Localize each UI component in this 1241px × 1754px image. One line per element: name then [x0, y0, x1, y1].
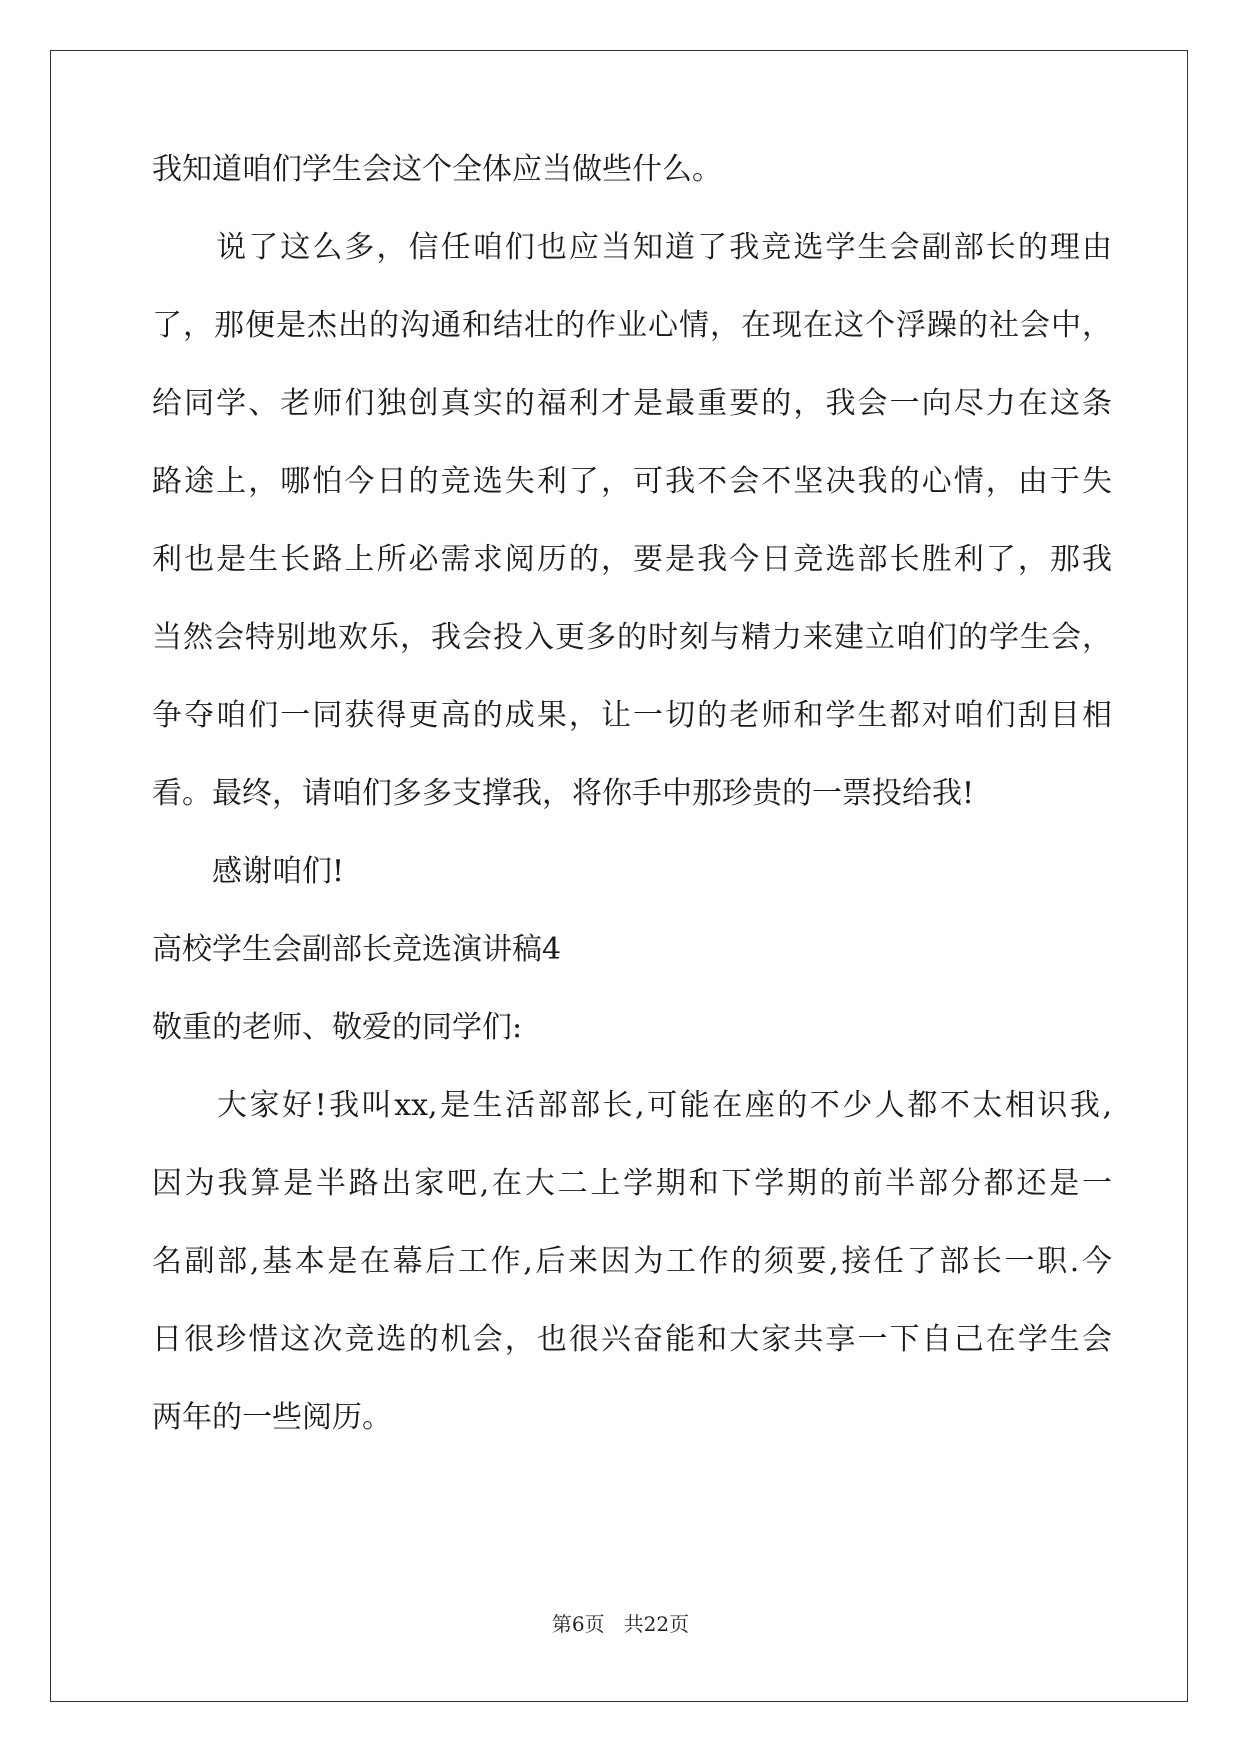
text-line: 名副部,基本是在幕后工作,后来因为工作的须要,接任了部长一职.今	[152, 1244, 1112, 1279]
text-line: 当然会特别地欢乐，我会投入更多的时刻与精力来建立咱们的学生会，	[152, 620, 1112, 655]
text-line: 大家好!我叫xx,是生活部部长,可能在座的不少人都不太相识我,	[152, 1088, 1112, 1123]
page-number: 第6页	[551, 1612, 605, 1636]
salutation: 敬重的老师、敬爱的同学们:	[152, 1010, 523, 1045]
text-line: 路途上，哪怕今日的竞选失利了，可我不会不坚决我的心情，由于失	[152, 464, 1112, 499]
text-line: 因为我算是半路出家吧,在大二上学期和下学期的前半部分都还是一	[152, 1166, 1112, 1201]
text-line: 我知道咱们学生会这个全体应当做些什么。	[152, 152, 722, 187]
page-total: 共22页	[623, 1612, 690, 1636]
text-line: 感谢咱们!	[152, 854, 345, 889]
text-line: 了，那便是杰出的沟通和结壮的作业心情，在现在这个浮躁的社会中，	[152, 308, 1112, 343]
text-line: 说了这么多，信任咱们也应当知道了我竞选学生会副部长的理由	[152, 230, 1112, 265]
text-line: 利也是生长路上所必需求阅历的，要是我今日竞选部长胜利了，那我	[152, 542, 1112, 577]
text-line: 争夺咱们一同获得更高的成果，让一切的老师和学生都对咱们刮目相	[152, 698, 1112, 733]
text-line: 看。最终，请咱们多多支撑我，将你手中那珍贵的一票投给我!	[152, 776, 975, 811]
page-footer	[0, 1611, 1241, 1637]
text-line: 日很珍惜这次竞选的机会，也很兴奋能和大家共享一下自己在学生会	[152, 1322, 1112, 1357]
text-line: 给同学、老师们独创真实的福利才是最重要的，我会一向尽力在这条	[152, 386, 1112, 421]
text-line: 两年的一些阅历。	[152, 1400, 392, 1435]
section-heading: 高校学生会副部长竞选演讲稿4	[152, 932, 562, 967]
